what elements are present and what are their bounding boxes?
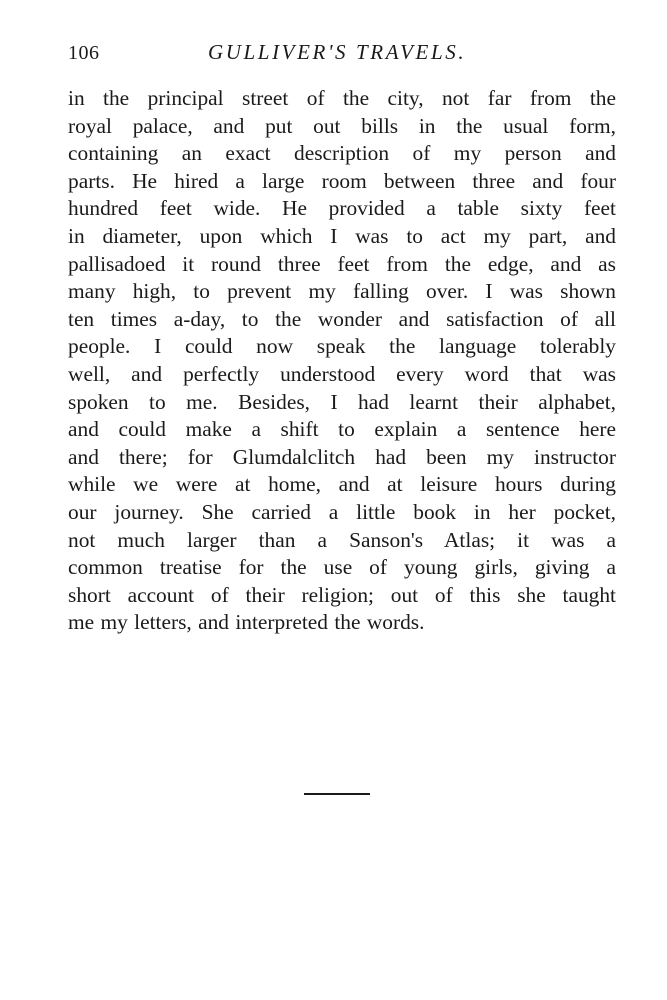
text-line: parts. He hired a large room between three and four [68,168,616,193]
text-line: short account of their religion; out of this she taught [68,582,616,607]
text-line: in diameter, upon which I was to act my part, and [68,223,616,248]
text-line: ten times a-day, to the wonder and satisfaction of all [68,306,616,331]
text-line: pallisadoed it round three feet from the edge, and as [68,251,616,276]
text-line: our journey. She carried a little book in her pocket, [68,499,616,524]
text-line: royal palace, and put out bills in the usual form, [68,113,616,138]
text-line: many high, to prevent my falling over. I was shown [68,279,616,304]
text-line: well, and perfectly understood every word that was [68,361,616,386]
section-divider [304,793,370,795]
page-number: 106 [68,42,100,64]
text-line: not much larger than a Sanson's Atlas; it was a [68,527,616,552]
body-paragraph [68,85,616,637]
text-line: while we were at home, and at leisure hours during [68,472,616,497]
text-line: people. I could now speak the language tolerably [68,334,616,359]
text-line: common treatise for the use of young girls, giving a [68,555,616,580]
text-line: me my letters, and interpreted the words. [68,610,425,635]
running-title: GULLIVER'S TRAVELS. [208,40,467,64]
page-header [68,40,616,70]
text-line: spoken to me. Besides, I had learnt their alphabet, [68,389,616,414]
text-line: and could make a shift to explain a sentence here [68,417,616,442]
text-line: and there; for Glumdalclitch had been my instructor [68,444,616,469]
text-line: in the principal street of the city, not far from the [68,86,616,110]
text-line: containing an exact description of my person and [68,141,616,166]
text-line: hundred feet wide. He provided a table sixty feet [68,196,616,221]
